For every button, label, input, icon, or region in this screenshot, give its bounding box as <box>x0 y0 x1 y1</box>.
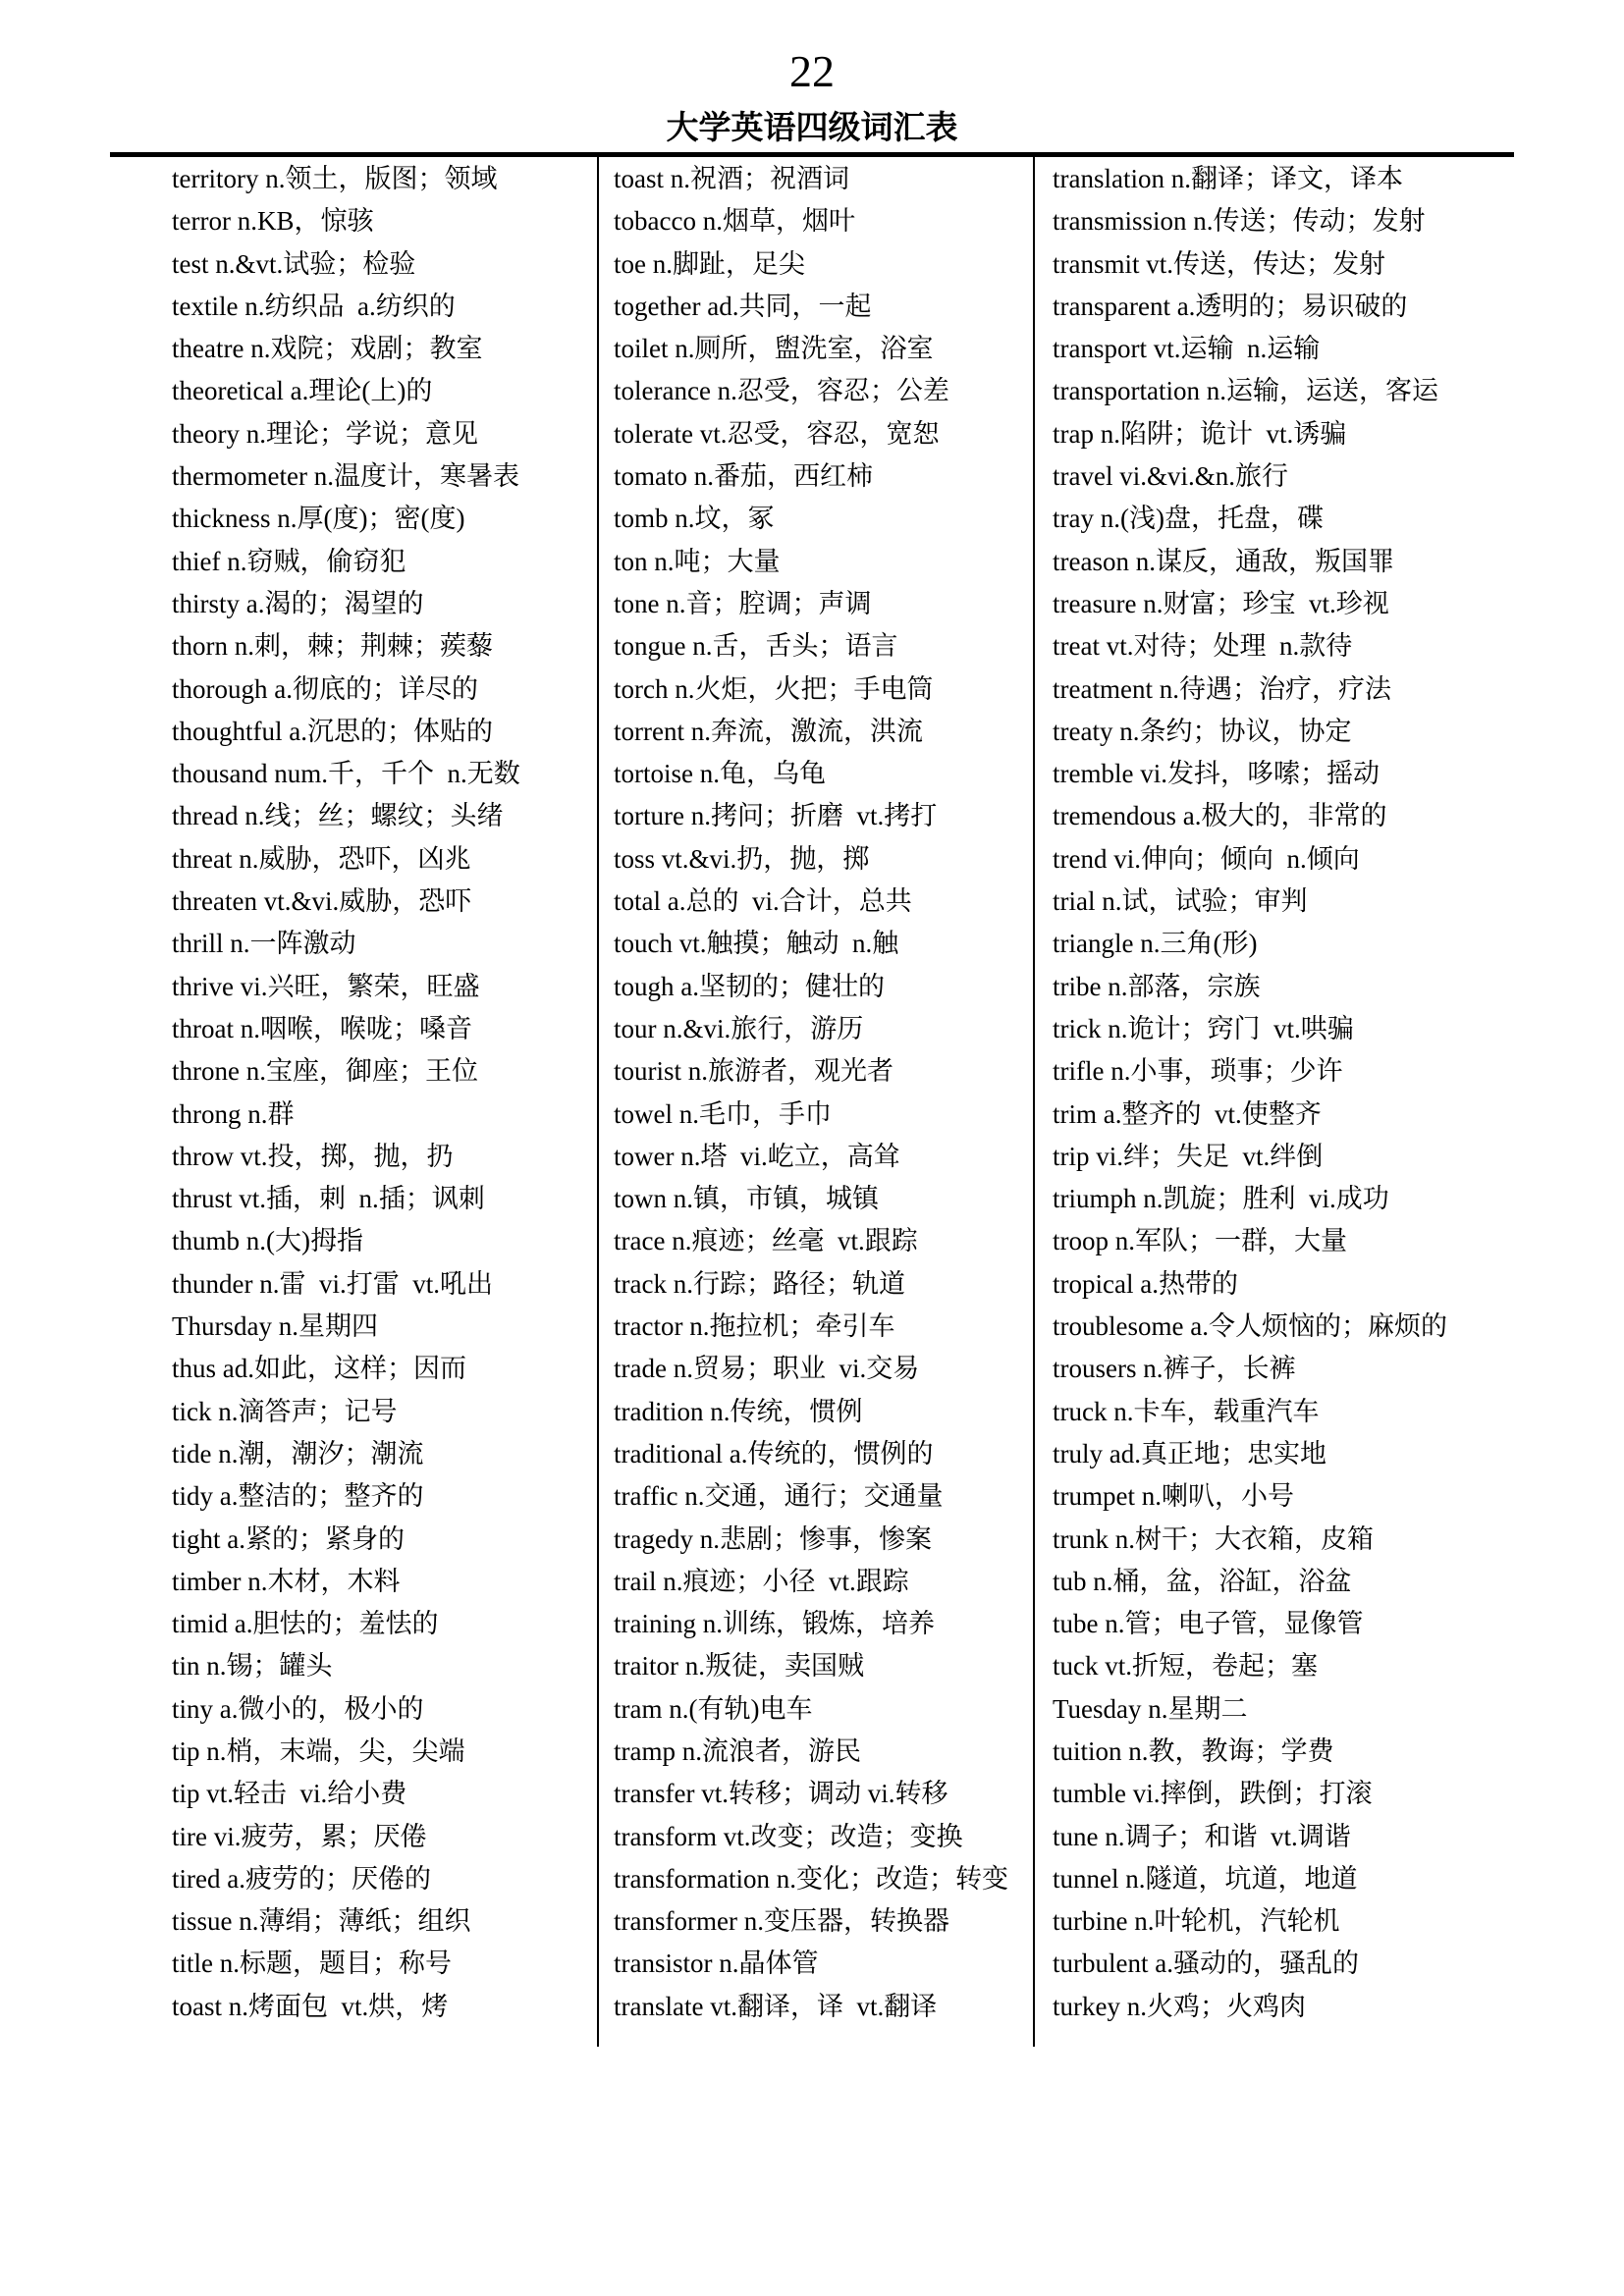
vocab-entry: transparent a.透明的；易识破的 <box>1053 291 1408 321</box>
vocab-entry: travel vi.&vi.&n.旅行 <box>1053 461 1288 492</box>
vocab-entry: truck n.卡车，载重汽车 <box>1053 1396 1320 1426</box>
vocab-entry: trend vi.伸向；倾向 n.倾向 <box>1053 843 1360 874</box>
vocab-entry: throne n.宝座，御座；王位 <box>172 1056 478 1087</box>
vocab-entry: transport vt.运输 n.运输 <box>1053 334 1321 364</box>
vocab-entry: traitor n.叛徒，卖国贼 <box>614 1651 864 1682</box>
vocab-entry: town n.镇，市镇，城镇 <box>614 1184 879 1214</box>
vocab-entry: tolerate vt.忍受，容忍，宽恕 <box>614 418 940 449</box>
vocab-entry: tortoise n.龟，乌龟 <box>614 759 826 789</box>
vocab-entry: transportation n.运输，运送，客运 <box>1053 376 1438 406</box>
vocab-entry: tire vi.疲劳，累；厌倦 <box>172 1821 427 1851</box>
vocab-entry: touch vt.触摸；触动 n.触 <box>614 929 899 959</box>
vocab-entry: transfer vt.转移；调动 vi.转移 <box>614 1779 948 1809</box>
vocab-entry: terror n.KB，惊骇 <box>172 206 374 237</box>
vocab-entry: tuition n.教，教诲；学费 <box>1053 1735 1334 1766</box>
vocab-entry: textile n.纺织品 a.纺织的 <box>172 291 456 321</box>
vocab-entry: territory n.领土，版图；领域 <box>172 164 498 193</box>
vocab-entry: theoretical a.理论(上)的 <box>172 376 433 406</box>
vocab-entry: tray n.(浅)盘，托盘，碟 <box>1053 504 1324 534</box>
vocab-entry: toe n.脚趾，足尖 <box>614 248 805 279</box>
vocab-entry: tremendous a.极大的，非常的 <box>1053 801 1387 831</box>
vocab-entry: tuck vt.折短，卷起；塞 <box>1053 1651 1318 1682</box>
vocab-entry: transformation n.变化；改造；转变 <box>614 1863 1008 1894</box>
vocab-entry: tune n.调子；和谐 vt.调谐 <box>1053 1821 1351 1851</box>
vocab-entry: timber n.木材，木料 <box>172 1566 401 1596</box>
vocab-entry: traditional a.传统的，惯例的 <box>614 1438 934 1468</box>
vocab-entry: treatment n.待遇；治疗，疗法 <box>1053 673 1391 704</box>
vocab-entry: tramp n.流浪者，游民 <box>614 1735 861 1766</box>
vocab-entry: tram n.(有轨)电车 <box>614 1693 813 1724</box>
vocab-entry: toilet n.厕所，盥洗室，浴室 <box>614 334 934 364</box>
column-divider-right <box>1033 157 1035 2047</box>
vocab-column-3 <box>1053 158 1447 2028</box>
header-rule <box>110 152 1514 157</box>
vocab-entry: transmission n.传送；传动；发射 <box>1053 206 1426 237</box>
vocab-entry: trap n.陷阱；诡计 vt.诱骗 <box>1053 418 1347 449</box>
vocab-entry: throat n.咽喉，喉咙；嗓音 <box>172 1013 472 1043</box>
vocab-entry: thus ad.如此，这样；因而 <box>172 1354 466 1384</box>
vocab-entry: tone n.音；腔调；声调 <box>614 588 872 618</box>
vocab-entry: tremble vi.发抖，哆嗦；摇动 <box>1053 759 1380 789</box>
page-number: 22 <box>789 46 835 96</box>
vocab-entry: tower n.塔 vi.屹立，高耸 <box>614 1141 900 1171</box>
vocab-entry: troop n.军队；一群，大量 <box>1053 1226 1347 1256</box>
vocab-entry: toast n.烤面包 vt.烘，烤 <box>172 1991 449 2021</box>
vocab-entry: thrust vt.插，刺 n.插；讽刺 <box>172 1184 485 1214</box>
vocab-entry: training n.训练，锻炼，培养 <box>614 1609 935 1639</box>
vocab-entry: throw vt.投，掷，抛，扔 <box>172 1141 454 1171</box>
vocab-entry: tube n.管；电子管，显像管 <box>1053 1609 1364 1639</box>
vocab-entry: tidy a.整洁的；整齐的 <box>172 1481 424 1512</box>
vocab-entry: translation n.翻译；译文，译本 <box>1053 164 1403 193</box>
vocab-entry: thorough a.彻底的；详尽的 <box>172 673 478 704</box>
vocab-entry: tradition n.传统，惯例 <box>614 1396 863 1426</box>
vocab-entry: tomb n.坟，冢 <box>614 504 775 534</box>
vocab-entry: traffic n.交通，通行；交通量 <box>614 1481 944 1512</box>
vocab-entry: test n.&vt.试验；检验 <box>172 248 416 279</box>
vocab-entry: tick n.滴答声；记号 <box>172 1396 398 1426</box>
vocab-entry: tragedy n.悲剧；惨事，惨案 <box>614 1523 932 1554</box>
vocab-entry: thousand num.千，千个 n.无数 <box>172 759 520 789</box>
vocab-entry: throng n.群 <box>172 1098 295 1129</box>
vocab-entry: tired a.疲劳的；厌倦的 <box>172 1863 431 1894</box>
vocab-entry: trace n.痕迹；丝毫 vt.跟踪 <box>614 1226 918 1256</box>
vocab-entry: thorn n.刺，棘；荆棘；蒺藜 <box>172 631 493 662</box>
vocab-entry: truly ad.真正地；忠实地 <box>1053 1438 1326 1468</box>
vocab-entry: thumb n.(大)拇指 <box>172 1226 363 1256</box>
vocab-entry: tissue n.薄绢；薄纸；组织 <box>172 1906 471 1937</box>
vocab-entry: tin n.锡；罐头 <box>172 1651 333 1682</box>
vocab-entry: title n.标题，题目；称号 <box>172 1949 452 1979</box>
vocab-entry: tunnel n.隧道，坑道，地道 <box>1053 1863 1358 1894</box>
vocab-entry: tub n.桶，盆，浴缸，浴盆 <box>1053 1566 1352 1596</box>
column-divider-left <box>597 157 599 2047</box>
vocab-entry: thrill n.一阵激动 <box>172 929 356 959</box>
vocab-entry: theatre n.戏院；戏剧；教室 <box>172 334 483 364</box>
vocab-entry: tropical a.热带的 <box>1053 1268 1238 1299</box>
vocab-column-2 <box>614 158 1008 2028</box>
page-title: 大学英语四级词汇表 <box>666 111 958 146</box>
vocab-entry: Thursday n.星期四 <box>172 1311 378 1342</box>
vocab-entry: trunk n.树干；大衣箱，皮箱 <box>1053 1523 1374 1554</box>
vocab-entry: translate vt.翻译，译 vt.翻译 <box>614 1991 938 2021</box>
vocab-entry: torch n.火炬，火把；手电筒 <box>614 673 934 704</box>
vocab-entry: threaten vt.&vi.威胁，恐吓 <box>172 886 472 917</box>
vocab-entry: tolerance n.忍受，容忍；公差 <box>614 376 949 406</box>
vocab-entry: treasure n.财富；珍宝 vt.珍视 <box>1053 588 1389 618</box>
vocab-entry: transform vt.改变；改造；变换 <box>614 1821 963 1851</box>
vocab-entry: tour n.&vi.旅行，游历 <box>614 1013 864 1043</box>
vocab-entry: Tuesday n.星期二 <box>1053 1693 1248 1724</box>
vocab-entry: thermometer n.温度计，寒暑表 <box>172 461 519 492</box>
vocab-entry: tip n.梢，末端，尖，尖端 <box>172 1735 465 1766</box>
vocab-entry: transformer n.变压器，转换器 <box>614 1906 949 1937</box>
vocab-entry: triangle n.三角(形) <box>1053 929 1258 959</box>
vocab-entry: together ad.共同，一起 <box>614 291 872 321</box>
vocab-entry: tobacco n.烟草，烟叶 <box>614 206 855 237</box>
vocab-entry: toast n.祝酒；祝酒词 <box>614 164 849 193</box>
vocab-entry: trade n.贸易；职业 vi.交易 <box>614 1354 920 1384</box>
vocab-entry: total a.总的 vi.合计，总共 <box>614 886 912 917</box>
vocab-entry: thief n.窃贼，偷窃犯 <box>172 546 406 576</box>
vocab-entry: threat n.威胁，恐吓，凶兆 <box>172 843 471 874</box>
vocab-entry: turkey n.火鸡；火鸡肉 <box>1053 1991 1306 2021</box>
vocab-entry: thread n.线；丝；螺纹；头绪 <box>172 801 504 831</box>
vocab-entry: toss vt.&vi.扔，抛，掷 <box>614 843 870 874</box>
vocab-entry: thoughtful a.沉思的；体贴的 <box>172 716 493 746</box>
vocab-entry: track n.行踪；路径；轨道 <box>614 1268 905 1299</box>
vocab-entry: tractor n.拖拉机；牵引车 <box>614 1311 895 1342</box>
vocab-entry: torture n.拷问；折磨 vt.拷打 <box>614 801 938 831</box>
vocab-entry: thirsty a.渴的；渴望的 <box>172 588 424 618</box>
vocab-entry: timid a.胆怯的；羞怯的 <box>172 1609 439 1639</box>
vocab-entry: tip vt.轻击 vi.给小费 <box>172 1779 407 1809</box>
vocab-entry: tribe n.部落，宗族 <box>1053 971 1261 1001</box>
vocab-column-1 <box>172 158 520 2028</box>
vocab-entry: tight a.紧的；紧身的 <box>172 1523 405 1554</box>
vocab-entry: tough a.坚韧的；健壮的 <box>614 971 885 1001</box>
vocab-entry: treat vt.对待；处理 n.款待 <box>1053 631 1353 662</box>
vocab-entry: trail n.痕迹；小径 vt.跟踪 <box>614 1566 909 1596</box>
vocab-entry: transistor n.晶体管 <box>614 1949 819 1979</box>
vocab-entry: trifle n.小事，琐事；少许 <box>1053 1056 1343 1087</box>
vocab-entry: trip vi.绊；失足 vt.绊倒 <box>1053 1141 1324 1171</box>
vocab-entry: trumpet n.喇叭，小号 <box>1053 1481 1294 1512</box>
vocab-entry: towel n.毛巾，手巾 <box>614 1098 832 1129</box>
vocab-entry: torrent n.奔流，激流，洪流 <box>614 716 923 746</box>
vocab-entry: triumph n.凯旋；胜利 vi.成功 <box>1053 1184 1389 1214</box>
vocab-entry: tongue n.舌，舌头；语言 <box>614 631 898 662</box>
vocab-entry: transmit vt.传送，传达；发射 <box>1053 248 1385 279</box>
vocab-entry: treaty n.条约；协议，协定 <box>1053 716 1352 746</box>
vocab-entry: thickness n.厚(度)；密(度) <box>172 504 465 534</box>
vocab-entry: trousers n.裤子，长裤 <box>1053 1354 1296 1384</box>
vocab-entry: ton n.吨；大量 <box>614 546 781 576</box>
vocab-entry: tomato n.番茄，西红柿 <box>614 461 873 492</box>
vocab-entry: thrive vi.兴旺，繁荣，旺盛 <box>172 971 480 1001</box>
vocab-entry: tourist n.旅游者，观光者 <box>614 1056 894 1087</box>
vocab-entry: tiny a.微小的，极小的 <box>172 1693 424 1724</box>
vocab-entry: turbulent a.骚动的，骚乱的 <box>1053 1949 1359 1979</box>
vocab-entry: troublesome a.令人烦恼的；麻烦的 <box>1053 1311 1447 1342</box>
vocab-entry: treason n.谋反，通敌，叛国罪 <box>1053 546 1394 576</box>
vocab-entry: tumble vi.摔倒，跌倒；打滚 <box>1053 1779 1373 1809</box>
vocab-entry: theory n.理论；学说；意见 <box>172 418 478 449</box>
vocab-entry: thunder n.雷 vi.打雷 vt.吼出 <box>172 1268 493 1299</box>
vocab-entry: turbine n.叶轮机，汽轮机 <box>1053 1906 1340 1937</box>
vocab-entry: tide n.潮，潮汐；潮流 <box>172 1438 424 1468</box>
vocab-entry: trim a.整齐的 vt.使整齐 <box>1053 1098 1322 1129</box>
vocab-entry: trick n.诡计；窍门 vt.哄骗 <box>1053 1013 1354 1043</box>
vocab-entry: trial n.试，试验；审判 <box>1053 886 1308 917</box>
